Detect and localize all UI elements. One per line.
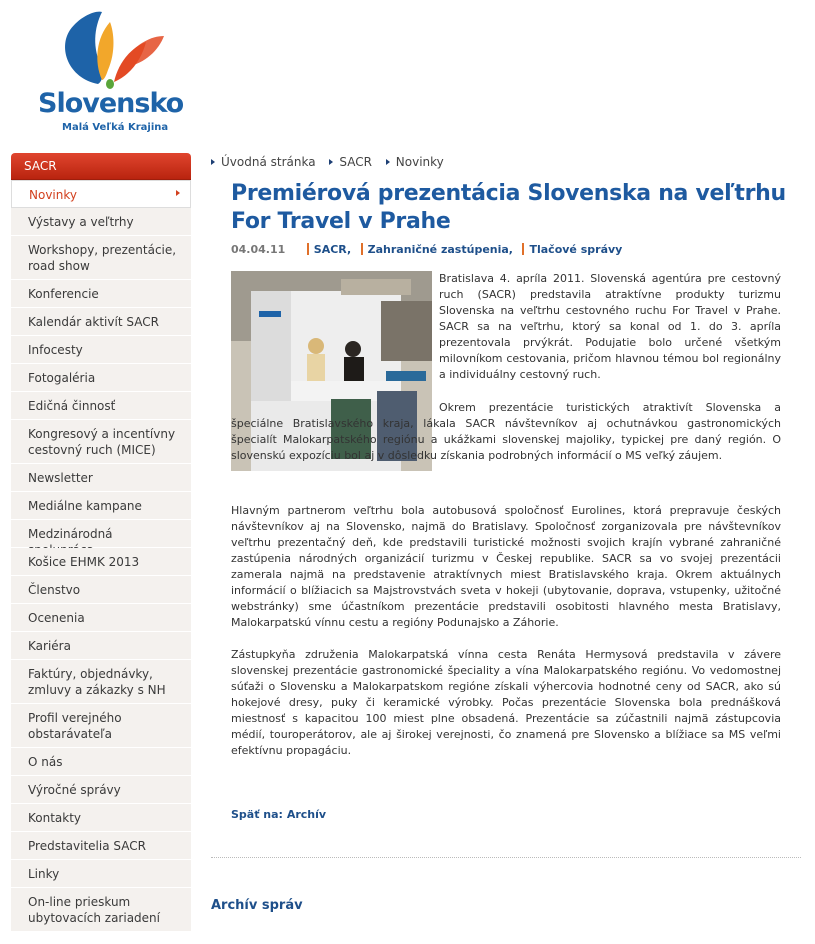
sidebar-item-edicna-cinnost[interactable] <box>11 392 191 420</box>
tag-tlacove-spravy[interactable]: Tlačové správy <box>529 243 623 256</box>
breadcrumb-arrow-icon <box>211 159 215 165</box>
sidebar-item-label: Workshopy, prezentácie, road show <box>28 243 177 273</box>
tag-separator <box>522 243 524 255</box>
sidebar-item-novinky[interactable] <box>11 180 191 208</box>
sidebar-item-kalendar-aktivit-sacr[interactable] <box>11 308 191 336</box>
sidebar-item-label: Predstavitelia SACR <box>28 839 146 853</box>
article-paragraph-2: Okrem prezentácie turistických atraktivít Slovenska a špeciálne Bratislavského kraja, lákala SACR návštevníkov aj ochutnávkou gastronomických špecialít Malokarpatského regiónu a ukážkami slovenskej majoliky, typickej pre daný región. O slovenskú expozíciu bol aj v dôsledku získania podrobných informácií o MS veľký záujem. <box>231 401 781 462</box>
archive-heading[interactable]: Archív správ <box>211 898 303 913</box>
article-paragraph-1: Bratislava 4. apríla 2011. Slovenská agentúra pre cestovný ruch (SACR) predstavila atraktívne produkty turizmu Slovenska na veľtrhu cestovného ruchu For Travel v Prahe. SACR sa na veľtrhu, ktorý sa konal od 1. do 3. apríla prezentovala prvýkrát. Podujatie bolo určené všetkým milovníkom cestovania, pričom hlavnou témou bol regionálny a individuálny cestovný ruch. <box>439 272 781 381</box>
breadcrumb-novinky[interactable]: Novinky <box>386 155 444 169</box>
sidebar-item-label: Mediálne kampane <box>28 499 142 513</box>
sidebar-item-label: Výročné správy <box>28 783 121 797</box>
butterfly-logo-icon <box>58 8 168 90</box>
article-date: 04.04.11 <box>231 243 286 256</box>
sidebar-item-label: Kalendár aktivít SACR <box>28 315 159 329</box>
sidebar-item-predstavitelia-sacr[interactable] <box>11 832 191 860</box>
sidebar-item-label: O nás <box>28 755 63 769</box>
active-arrow-icon <box>176 190 180 196</box>
sidebar-item-medzinarodna-spolupraca[interactable] <box>11 520 191 548</box>
sidebar-item-faktury-objednavky-zmluvy-a-zakazky-s-nh[interactable] <box>11 660 191 704</box>
sidebar-item-fotogaleria[interactable] <box>11 364 191 392</box>
sidebar-item-label: Novinky <box>29 188 77 202</box>
sidebar-item-label: Košice EHMK 2013 <box>28 555 140 569</box>
site-logo[interactable] <box>38 8 188 133</box>
sidebar-nav <box>11 153 191 932</box>
article-meta <box>231 243 628 256</box>
breadcrumb-sacr[interactable]: SACR <box>329 155 372 169</box>
sidebar-item-label: Výstavy a veľtrhy <box>28 215 134 229</box>
sidebar-item-label: Profil verejného obstarávateľa <box>28 711 122 741</box>
sidebar-item-label: Konferencie <box>28 287 99 301</box>
article-title: Premiérová prezentácia Slovenska na veľtrhu For Travel v Prahe <box>231 181 786 234</box>
divider <box>211 857 801 858</box>
tag-separator <box>307 243 309 255</box>
sidebar-item-medialne-kampane[interactable] <box>11 492 191 520</box>
sidebar-item-label: Ocenenia <box>28 611 85 625</box>
sidebar-item-vyrocne-spravy[interactable] <box>11 776 191 804</box>
breadcrumb-home[interactable]: Úvodná stránka <box>211 155 316 169</box>
sidebar-item-label: Infocesty <box>28 343 83 357</box>
sidebar-item-linky[interactable] <box>11 860 191 888</box>
logo-brand: Slovensko <box>38 88 184 119</box>
sidebar-item-label: Fotogaléria <box>28 371 96 385</box>
sidebar-item-o-nas[interactable] <box>11 748 191 776</box>
sidebar-item-workshopy-prezentacie-road-show[interactable] <box>11 236 191 280</box>
sidebar-item-label: Medzinárodná <box>28 527 113 541</box>
sidebar-item-clenstvo[interactable] <box>11 576 191 604</box>
breadcrumb-arrow-icon <box>329 159 333 165</box>
sidebar-item-vystavy-a-veltrhy[interactable] <box>11 208 191 236</box>
tag-zahranicne-zastupenia[interactable]: Zahraničné zastúpenia, <box>367 243 513 256</box>
logo-tagline: Malá Veľká Krajina <box>62 122 169 133</box>
article-paragraph-4: Zástupkyňa združenia Malokarpatská vínna cesta Renáta Hermysová predstavila v závere slovenskej prezentácie gastronomické špeciality a vína Malokarpatského regiónu. Vo vedomostnej súťaži o Slovensku a Malokarpatskom regióne získali výhercovia hodnotné ceny od SACR, ako sú hokejové dresy, puky či keramické výrobky. Počas prezentácie Slovenska bola prednášková miestnosť s kapacitou 100 miest plne obsadená. Prezentácie sa zúčastnili najmä zástupcovia médií, touroperátorov, ale aj širokej verejnosti, čo znamená pre Slovensko a blížiace sa MS veľmi efektívnu propagáciu. <box>231 648 781 757</box>
sidebar-item-kariera[interactable] <box>11 632 191 660</box>
tag-separator <box>361 243 363 255</box>
sidebar-item-label: Edičná činnosť <box>28 399 116 413</box>
sidebar-item-kontakty[interactable] <box>11 804 191 832</box>
sidebar-header: SACR <box>11 153 191 180</box>
sidebar-item-profil-verejneho-obstaravatela[interactable] <box>11 704 191 748</box>
breadcrumb-arrow-icon <box>386 159 390 165</box>
article-paragraph-3: Hlavným partnerom veľtrhu bola autobusová spoločnosť Eurolines, ktorá prepravuje českých návštevníkov aj na Slovensko, najmä do Bratislavy. Spoločnosť zorganizovala pre návštevníkov veľtrhu prezentačný deň, kde predstavili turistické možnosti svojich krajín vybrané zahraničné zastúpenia národných organizácií turizmu v Českej republike. SACR sa vo svojej prezentácii zamerala najmä na predstavenie atraktívnych miest Bratislavského kraja. Okrem aktuálnych informácií o blížiacich sa Majstrovstvách sveta v hokeji (ubytovanie, doprava, vstupenky, užitočné webstránky) sme účastníkom prezentácie predstavili osobitosti hlavného mesta Bratislavy, Malokarpatskú vínnu cestu a regióny Podunajsko a Záhorie. <box>231 504 781 629</box>
sidebar-item-label: Členstvo <box>28 583 81 597</box>
sidebar-item-kosice-ehmk-2013[interactable] <box>11 548 191 576</box>
sidebar-item-ocenenia[interactable] <box>11 604 191 632</box>
sidebar-item-konferencie[interactable] <box>11 280 191 308</box>
sidebar-item-infocesty[interactable] <box>11 336 191 364</box>
sidebar-item-on-line-prieskum-ubytovacich-zariadeni[interactable] <box>11 888 191 932</box>
sidebar-item-kongresovy-a-incentivny-cestovny-ruch-mice[interactable] <box>11 420 191 464</box>
sidebar-item-label: Kariéra <box>28 639 71 653</box>
sidebar-item-newsletter[interactable] <box>11 464 191 492</box>
back-link[interactable]: Späť na: Archív <box>231 808 327 821</box>
sidebar-item-label: Faktúry, objednávky, zmluvy a zákazky s NH <box>28 667 166 697</box>
sidebar-item-label: Linky <box>28 867 60 881</box>
sidebar-item-label: Kontakty <box>28 811 82 825</box>
back-link-archive[interactable]: Archív <box>286 808 327 821</box>
sidebar-item-label: Kongresový a incentívny cestovný ruch (MICE) <box>28 427 176 457</box>
sidebar-item-label: Newsletter <box>28 471 93 485</box>
breadcrumb <box>211 155 454 169</box>
tag-sacr[interactable]: SACR, <box>313 243 352 256</box>
sidebar-list <box>11 180 191 932</box>
sidebar-item-label: On-line prieskum ubytovacích zariadení <box>28 895 160 925</box>
